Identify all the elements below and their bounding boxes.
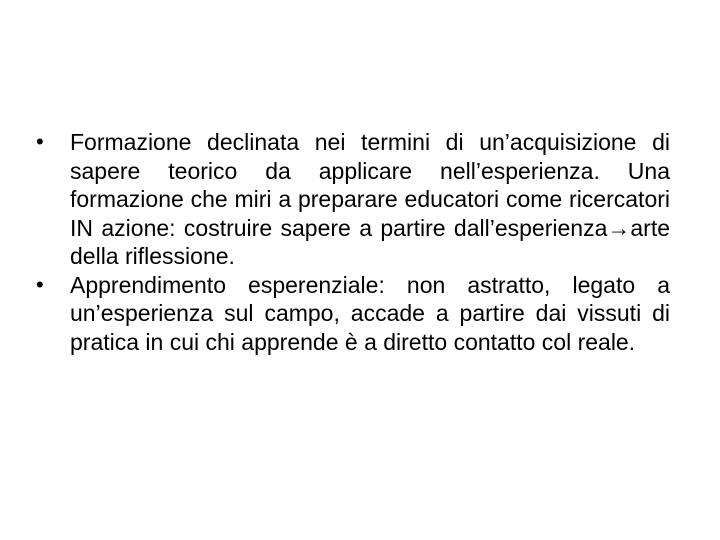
bullet-item-apprendimento bbox=[36, 271, 670, 357]
bullet-item-formazione bbox=[36, 128, 670, 271]
bullet-text: Formazione declinata nei termini di un’acquisizione di sapere teorico da applicare nell’esperienza. Una formazione che miri a preparare educatori come ricercatori IN azione: costruire sapere a partire dall’esperienza→arte della riflessione. bbox=[70, 129, 670, 269]
bullet-text: Apprendimento esperenziale: non astratto, legato a un’esperienza sul campo, accade a partire dai vissuti di pratica in cui chi apprende è a diretto contatto col reale. bbox=[70, 271, 670, 355]
bullet-icon: • bbox=[36, 271, 44, 297]
bullet-icon: • bbox=[36, 129, 44, 154]
bullet-list bbox=[36, 128, 670, 356]
